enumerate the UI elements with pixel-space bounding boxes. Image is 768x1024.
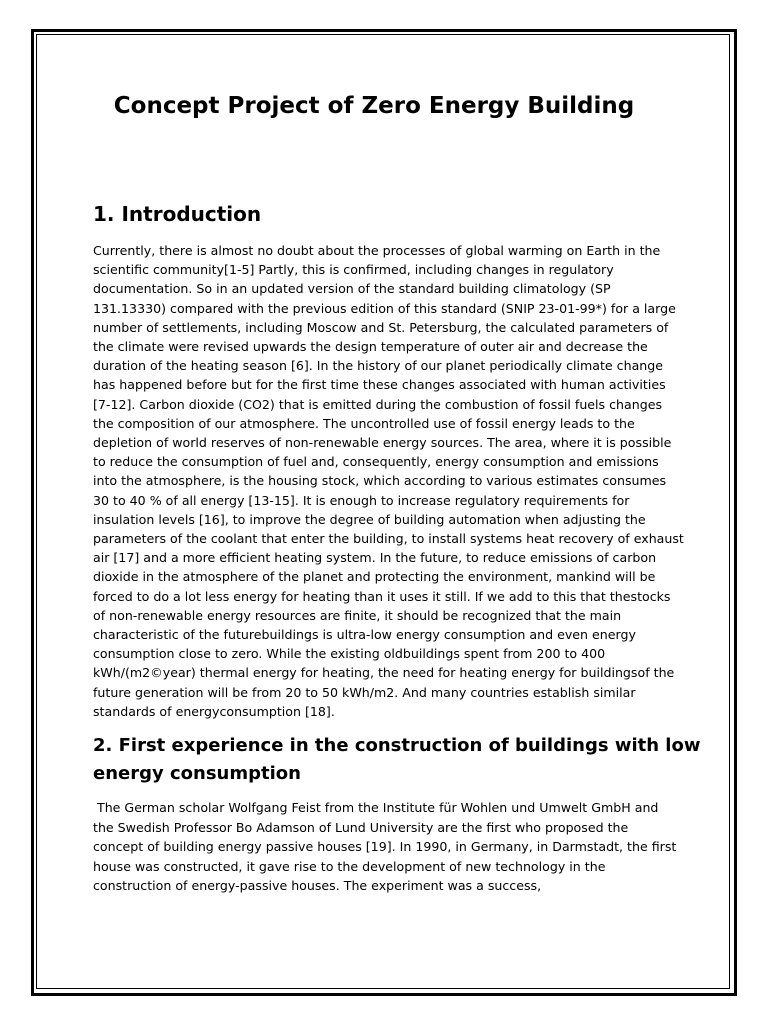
text-line: documentation. So in an updated version of the standard building climatology (SP (93, 281, 611, 297)
text-line: parameters of the coolant that enter the building, to install systems heat recovery of exhaust (93, 531, 684, 547)
text-line: 30 to 40 % of all energy [13-15]. It is enough to increase regulatory requirements for (93, 492, 630, 508)
text-line: of non-renewable energy resources are finite, it should be recognized that the main (93, 607, 622, 623)
text-line: scientific community[1-5] Partly, this is confirmed, including changes in regulatory (93, 262, 614, 278)
text-line: duration of the heating season [6]. In the history of our planet periodically climate change (93, 358, 664, 374)
text-line: to reduce the consumption of fuel and, consequently, energy consumption and emissions (93, 454, 659, 470)
paragraph-introduction (93, 241, 684, 721)
text-line: house was constructed, it gave rise to the development of new technology in the (93, 858, 606, 874)
text-line: number of settlements, including Moscow and St. Petersburg, the calculated parameters of (93, 319, 669, 335)
heading-line: energy consumption (93, 763, 301, 784)
text-line: depletion of world reserves of non-renewable energy sources. The area, where it is possible (93, 435, 672, 451)
text-line: Currently, there is almost no doubt about the processes of global warming on Earth in the (93, 243, 661, 258)
heading-line: 2. First experience in the construction of buildings with low (93, 735, 701, 756)
text-line: insulation levels [16], to improve the degree of building automation when adjusting the (93, 511, 646, 527)
text-line: forced to do a lot less energy for heating than it uses it still. If we add to this that thestocks (93, 588, 671, 604)
text-line: future generation will be from 20 to 50 kWh/m2. And many countries establish similar (93, 684, 636, 700)
text-line: 131.13330) compared with the previous edition of this standard (SNIP 23-01-99*) for a large (93, 300, 676, 316)
document-title: Concept Project of Zero Energy Building (113, 93, 635, 119)
text-line: into the atmosphere, is the housing stock, which according to various estimates consumes (93, 473, 667, 489)
text-line: standards of energyconsumption [18]. (93, 703, 335, 719)
text-line: air [17] and a more efficient heating system. In the future, to reduce emissions of carbon (93, 550, 657, 566)
text-line: kWh/(m2©year) thermal energy for heating, the need for heating energy for buildingsof the (93, 665, 675, 681)
paragraph-first-experience (93, 798, 677, 896)
text-line: the Swedish Professor Bo Adamson of Lund University are the first who proposed the (93, 819, 629, 835)
text-line: concept of building energy passive houses [19]. In 1990, in Germany, in Darmstadt, the first (93, 839, 677, 854)
text-line: The German scholar Wolfgang Feist from the Institute für Wohlen und Umwelt GmbH and (93, 800, 659, 815)
text-line: [7-12]. Carbon dioxide (CO2) that is emitted during the combustion of fossil fuels changes (93, 396, 663, 412)
text-line: construction of energy-passive houses. The experiment was a success, (93, 878, 542, 893)
section-heading-first-experience (93, 732, 701, 788)
text-line: the climate were revised upwards the design temperature of outer air and decrease the (93, 339, 648, 355)
text-line: the composition of our atmosphere. The uncontrolled use of fossil energy leads to the (93, 415, 635, 431)
text-line: consumption close to zero. While the existing oldbuildings spent from 200 to 400 (93, 646, 606, 662)
section-heading-introduction: 1. Introduction (93, 202, 262, 226)
text-line: characteristic of the futurebuildings is ultra-low energy consumption and even energy (93, 627, 636, 643)
text-line: dioxide in the atmosphere of the planet and protecting the environment, mankind will be (93, 569, 656, 585)
text-line: has happened before but for the first time these changes associated with human activities (93, 377, 666, 393)
